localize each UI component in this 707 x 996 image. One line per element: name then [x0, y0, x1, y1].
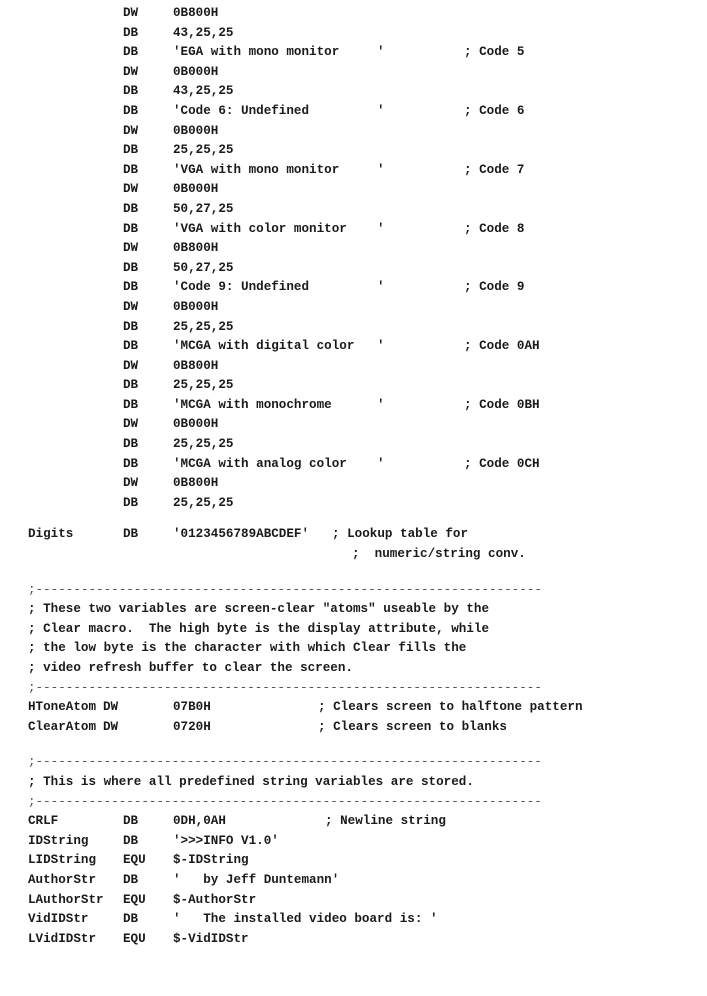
code-line	[0, 813, 707, 833]
operand: 25,25,25	[173, 143, 234, 158]
comment: ; the low byte is the character with which Clear fills the	[28, 641, 467, 656]
opcode: DB	[123, 872, 139, 887]
operand: 'Code 9: Undefined '	[173, 280, 385, 295]
comment: ; Newline string	[325, 814, 446, 829]
video-info-table	[0, 5, 707, 514]
operand: 0B000H	[173, 182, 219, 197]
opcode: DW	[123, 6, 139, 20]
label: HToneAtom	[28, 700, 97, 715]
label: CRLF	[28, 814, 59, 829]
code-line	[0, 221, 707, 241]
comment: ; Code 6	[464, 103, 525, 118]
digits-line	[0, 526, 707, 546]
code-line	[0, 181, 707, 201]
rule: ;-------------------------------------------------------------------	[28, 794, 542, 809]
operand: 'VGA with mono monitor '	[173, 162, 385, 177]
opcode: DB	[123, 84, 139, 99]
operand: 'MCGA with analog color '	[173, 456, 385, 471]
opcode: DW	[123, 358, 139, 373]
operand: 43,25,25	[173, 84, 234, 99]
code-line	[0, 699, 707, 719]
operand: $-IDString	[173, 853, 249, 868]
rule-line	[0, 794, 707, 814]
opcode: DW	[123, 476, 139, 491]
atoms-block	[0, 582, 707, 739]
operand: 'MCGA with digital color '	[173, 339, 385, 354]
rule-line	[0, 680, 707, 700]
rule: ;-------------------------------------------------------------------	[28, 582, 542, 597]
code-line	[0, 872, 707, 892]
opcode: DB	[123, 25, 139, 40]
label: Digits	[28, 527, 74, 542]
code-line	[0, 201, 707, 221]
comment: ; Code 0CH	[464, 456, 540, 471]
code-line	[0, 83, 707, 103]
label: LAuthorStr	[28, 892, 104, 907]
operand: 'EGA with mono monitor '	[173, 45, 385, 60]
opcode: DB	[123, 833, 139, 848]
opcode: DB	[123, 319, 139, 334]
code-line	[0, 279, 707, 299]
operand: $-VidIDStr	[173, 931, 249, 946]
operand: 0B800H	[173, 241, 219, 256]
opcode: DW	[103, 700, 119, 715]
operand: 0B800H	[173, 476, 219, 491]
opcode: EQU	[123, 853, 146, 868]
opcode: DW	[123, 123, 139, 138]
code-line	[0, 260, 707, 280]
operand: 50,27,25	[173, 201, 234, 216]
comment: ; Code 0BH	[464, 397, 540, 412]
comment: ; Lookup table for	[332, 527, 469, 542]
opcode: DB	[123, 397, 139, 412]
label: AuthorStr	[28, 872, 97, 887]
spacer	[0, 566, 707, 582]
comment: ; These two variables are screen-clear "atoms" useable by the	[28, 602, 490, 617]
comment: ; Code 8	[464, 221, 525, 236]
opcode: EQU	[123, 931, 146, 946]
operand: 0B000H	[173, 123, 219, 138]
digits-continuation-line	[0, 546, 707, 566]
comment: ; Clear macro. The high byte is the display attribute, while	[28, 621, 490, 636]
code-line	[0, 416, 707, 436]
label: LVidIDStr	[28, 931, 97, 946]
operand: 'Code 6: Undefined '	[173, 103, 385, 118]
opcode: DB	[123, 912, 139, 927]
code-line	[0, 456, 707, 476]
label: ClearAtom	[28, 719, 97, 734]
comment: ; Code 7	[464, 162, 525, 177]
operand: 'VGA with color monitor '	[173, 221, 385, 236]
comment: ; numeric/string conv.	[352, 547, 526, 562]
opcode: DB	[123, 456, 139, 471]
digits-block	[0, 526, 707, 565]
operand: 25,25,25	[173, 437, 234, 452]
label: LIDString	[28, 853, 97, 868]
opcode: DB	[123, 280, 139, 295]
code-line	[0, 123, 707, 143]
label: VidIDStr	[28, 912, 89, 927]
comment-line	[0, 621, 707, 641]
comment: ; Code 5	[464, 45, 525, 60]
operand: 07B0H	[173, 700, 211, 715]
operand: 0B800H	[173, 358, 219, 373]
code-line	[0, 475, 707, 495]
code-line	[0, 142, 707, 162]
code-line	[0, 852, 707, 872]
opcode: DB	[123, 221, 139, 236]
comment: ; Clears screen to halftone pattern	[318, 700, 583, 715]
opcode: DW	[123, 241, 139, 256]
code-line	[0, 162, 707, 182]
rule-line	[0, 582, 707, 602]
operand: '>>>INFO V1.0'	[173, 833, 279, 848]
code-line	[0, 64, 707, 84]
comment: ; video refresh buffer to clear the screen.	[28, 661, 353, 675]
code-line	[0, 299, 707, 319]
code-line	[0, 44, 707, 64]
code-line	[0, 5, 707, 25]
opcode: DB	[123, 45, 139, 60]
rule-line	[0, 754, 707, 774]
code-line	[0, 931, 707, 951]
rule: ;-------------------------------------------------------------------	[28, 680, 542, 695]
spacer	[0, 738, 707, 754]
opcode: DB	[123, 143, 139, 158]
operand: '0123456789ABCDEF'	[173, 527, 310, 542]
code-line	[0, 377, 707, 397]
operand: 0B000H	[173, 299, 219, 314]
operand: 43,25,25	[173, 25, 234, 40]
code-line	[0, 833, 707, 853]
code-line	[0, 338, 707, 358]
code-line	[0, 719, 707, 739]
opcode: DB	[123, 437, 139, 452]
operand: 50,27,25	[173, 260, 234, 275]
operand: 25,25,25	[173, 319, 234, 334]
operand: 0DH,0AH	[173, 814, 226, 829]
opcode: DB	[123, 378, 139, 393]
comment-line	[0, 660, 707, 680]
opcode: DW	[123, 417, 139, 432]
opcode: DW	[123, 64, 139, 79]
opcode: DW	[123, 182, 139, 197]
opcode: DB	[123, 814, 139, 829]
opcode: DB	[123, 339, 139, 354]
comment-line	[0, 601, 707, 621]
opcode: DB	[123, 103, 139, 118]
comment-line	[0, 774, 707, 794]
comment-line	[0, 640, 707, 660]
comment: ; Code 9	[464, 280, 525, 295]
code-line	[0, 911, 707, 931]
operand: 0B000H	[173, 64, 219, 79]
code-line	[0, 397, 707, 417]
operand: 0720H	[173, 719, 211, 734]
operand: ' by Jeff Duntemann'	[173, 872, 340, 887]
operand: 0B800H	[173, 6, 219, 20]
comment: ; Clears screen to blanks	[318, 719, 507, 734]
operand: ' The installed video board is: '	[173, 912, 438, 927]
code-line	[0, 25, 707, 45]
opcode: DW	[123, 299, 139, 314]
operand: 25,25,25	[173, 378, 234, 393]
comment: ; Code 0AH	[464, 339, 540, 354]
code-line	[0, 358, 707, 378]
operand: 25,25,25	[173, 495, 234, 510]
code-line	[0, 436, 707, 456]
opcode: DW	[103, 719, 119, 734]
code-line	[0, 319, 707, 339]
label: IDString	[28, 833, 89, 848]
operand: 0B000H	[173, 417, 219, 432]
opcode: DB	[123, 527, 139, 542]
code-line	[0, 103, 707, 123]
rule: ;-------------------------------------------------------------------	[28, 755, 542, 770]
opcode: DB	[123, 495, 139, 510]
spacer	[0, 514, 707, 526]
opcode: DB	[123, 162, 139, 177]
opcode: DB	[123, 201, 139, 216]
comment: ; This is where all predefined string variables are stored.	[28, 774, 474, 789]
opcode: EQU	[123, 892, 146, 907]
code-line	[0, 892, 707, 912]
code-line	[0, 495, 707, 515]
operand: $-AuthorStr	[173, 892, 257, 907]
operand: 'MCGA with monochrome '	[173, 397, 385, 412]
opcode: DB	[123, 260, 139, 275]
strings-block	[0, 754, 707, 950]
code-line	[0, 240, 707, 260]
